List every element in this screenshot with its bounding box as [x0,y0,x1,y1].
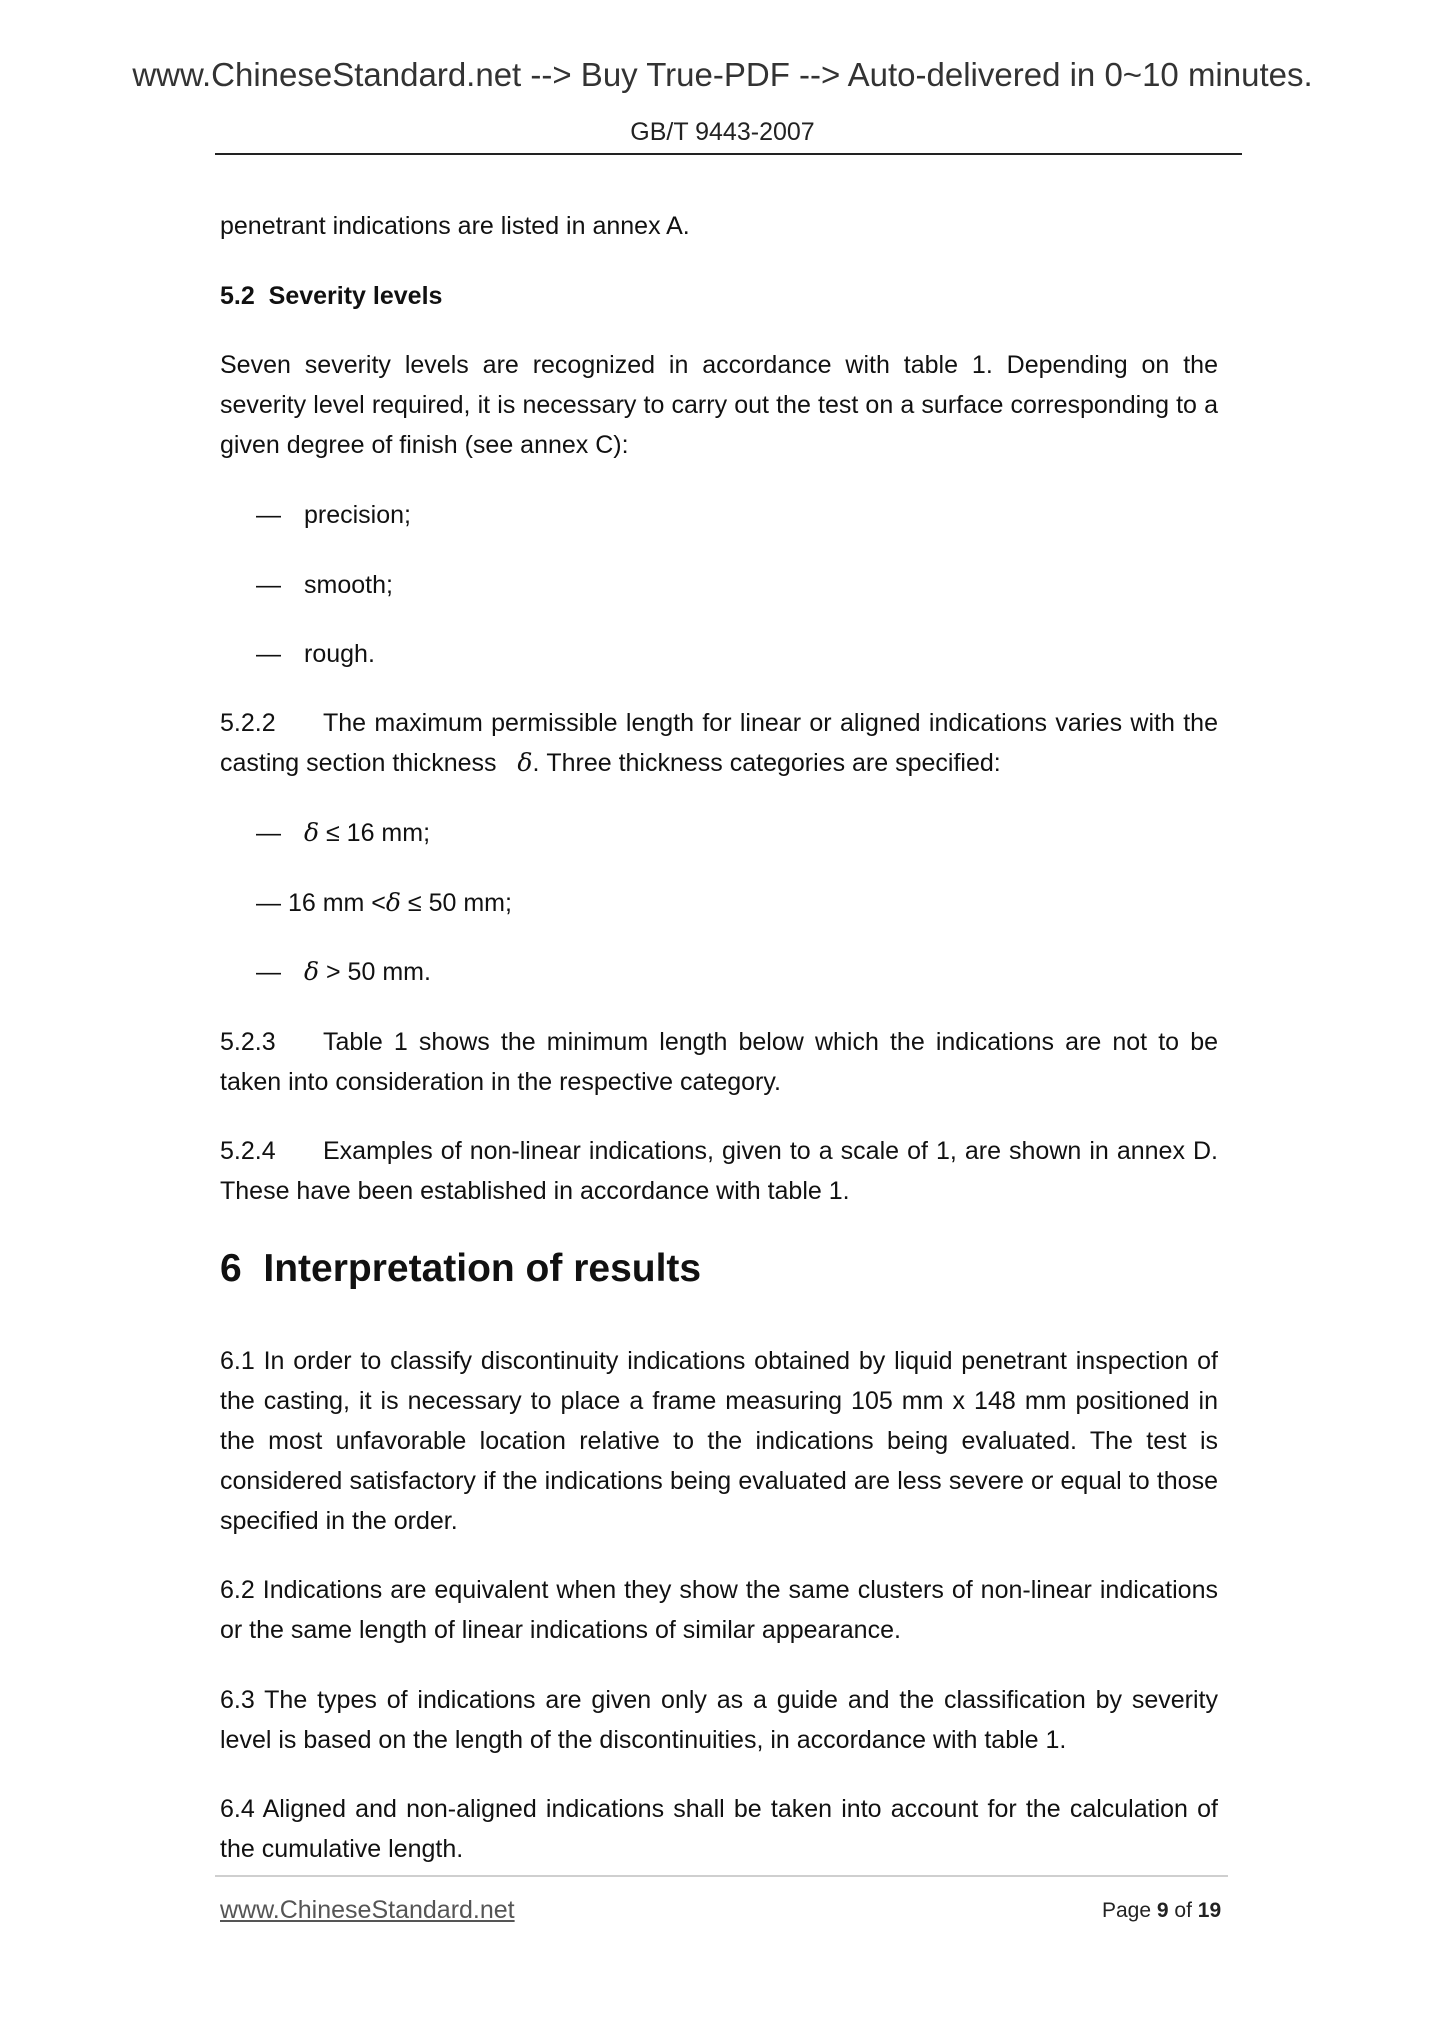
paragraph-6-3: 6.3 The types of indications are given only as a guide and the classification by severity level is based on the length of the discontinuities, in accordance with table 1. [220,1686,1218,1754]
of-word: of [1174,1899,1192,1922]
delta-symbol: δ [304,957,320,986]
thickness-category-1 [220,813,1218,853]
list-text: smooth; [304,571,393,599]
page-word: Page [1102,1899,1152,1922]
category-text-end: ≤ 50 mm; [407,889,512,917]
section-number: 6 [220,1247,242,1290]
dash: — [256,571,281,599]
list-text: rough. [304,640,375,668]
section-6-heading [220,1243,701,1295]
clause-text: The maximum permissible length for linear or aligned indications varies with the casting section thickness [220,709,1218,777]
dash: — [256,889,281,917]
section-title: Severity levels [268,282,443,310]
thickness-category-2 [220,883,1218,923]
clause-number: 5.2.2 [220,709,276,737]
page-number [1102,1899,1221,1923]
paragraph-6-4: 6.4 Aligned and non-aligned indications shall be taken into account for the calculation of the cumulative length. [220,1795,1218,1863]
delta-symbol: δ [517,748,533,777]
category-text: 16 mm < [287,889,386,917]
category-text: ≤ 16 mm; [326,819,431,847]
thickness-category-3 [220,952,1218,992]
list-item-precision [220,495,1218,535]
paragraph-5-2-3 [220,1022,1218,1102]
list-text: precision; [304,501,411,529]
document-id: GB/T 9443-2007 [630,118,815,146]
delta-symbol: δ [385,888,401,917]
section-5-2-heading [220,276,1218,316]
paragraph-5-2-2 [220,703,1218,783]
paragraph-6-2: 6.2 Indications are equivalent when they show the same clusters of non-linear indications or the same length of linear indications of similar appearance. [220,1576,1218,1644]
paragraph-6-1: 6.1 In order to classify discontinuity indications obtained by liquid penetrant inspection of the casting, it is necessary to place a frame measuring 105 mm x 148 mm positioned in the most unfavorable location relative to the indications being evaluated. The test is considered satisfactory if the indications being evaluated are less severe or equal to those specified in the order. [220,1347,1218,1535]
dash: — [256,640,281,668]
total-pages: 19 [1197,1899,1222,1922]
delta-symbol: δ [304,818,320,847]
site-banner: www.ChineseStandard.net --> Buy True-PDF --> Auto-delivered in 0~10 minutes. [132,56,1313,93]
paragraph-5-2-4 [220,1131,1218,1211]
dash: — [256,819,281,847]
footer-rule [215,1875,1228,1877]
paragraph-5-2: Seven severity levels are recognized in accordance with table 1. Depending on the severity level required, it is necessary to carry out the test on a surface corresponding to a given degree of finish (see annex C): [220,351,1218,459]
clause-text-end: . Three thickness categories are specified: [532,749,1001,777]
continuation-text: penetrant indications are listed in annex A. [220,212,690,240]
clause-text: Examples of non-linear indications, given to a scale of 1, are shown in annex D. These have been established in accordance with table 1. [220,1137,1218,1205]
footer-website-link[interactable]: www.ChineseStandard.net [220,1896,515,1924]
section-number: 5.2 [220,282,255,310]
header-rule [215,153,1242,155]
clause-number: 5.2.3 [220,1028,276,1056]
clause-number: 5.2.4 [220,1137,276,1165]
clause-text: Table 1 shows the minimum length below which the indications are not to be taken into consideration in the respective category. [220,1028,1218,1096]
section-title: Interpretation of results [263,1247,702,1290]
dash: — [256,501,281,529]
current-page: 9 [1156,1899,1169,1922]
category-text: > 50 mm. [326,958,431,986]
dash: — [256,958,281,986]
list-item-rough [220,634,1218,674]
list-item-smooth [220,565,1218,605]
